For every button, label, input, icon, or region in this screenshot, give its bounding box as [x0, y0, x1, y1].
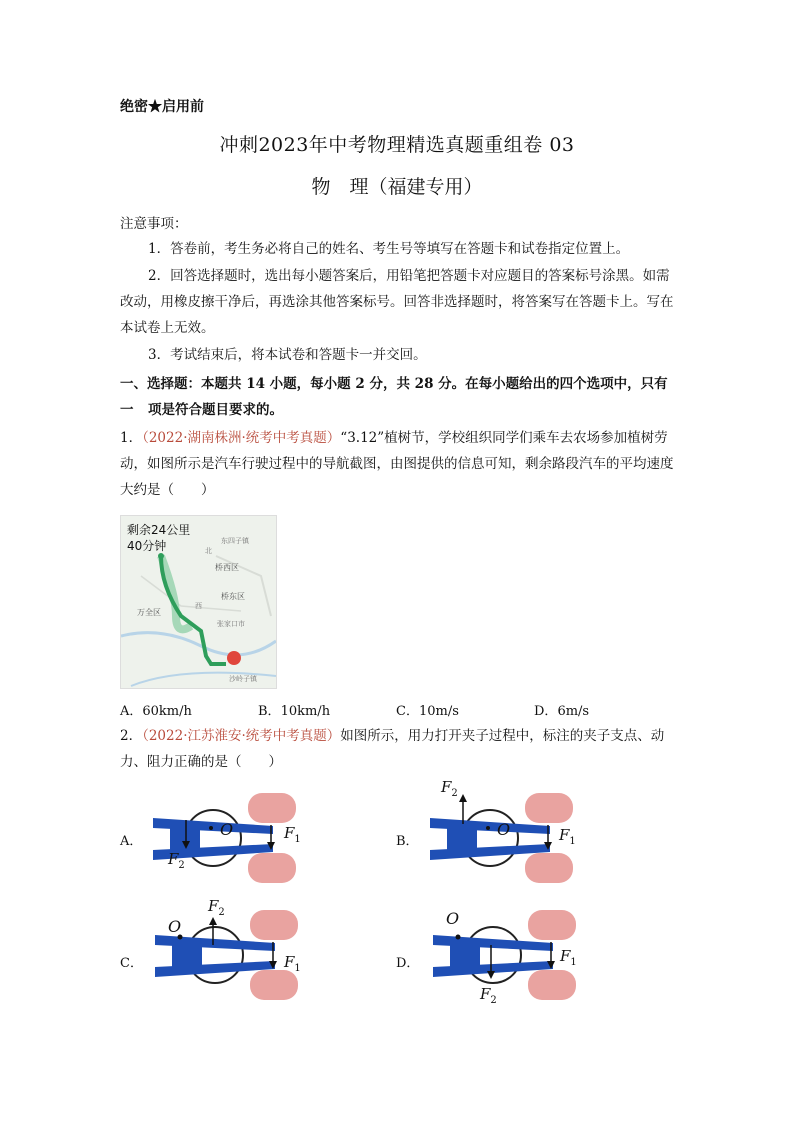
- force-symbol: F: [284, 824, 295, 842]
- pivot-label: O: [220, 820, 234, 839]
- q2-option-d-label[interactable]: D．: [396, 956, 420, 971]
- secret-label: 绝密★启用前: [120, 99, 204, 115]
- option-label: D．: [534, 704, 558, 719]
- force-symbol: F: [441, 778, 452, 796]
- map-place: 西: [195, 602, 202, 610]
- force-f2-label: [480, 985, 497, 1006]
- option-value: 6m/s: [557, 704, 590, 719]
- force-symbol: F: [284, 953, 295, 971]
- notes-heading: 注意事项：: [120, 216, 188, 232]
- exam-subtitle: 物 理（福建专用）: [311, 176, 483, 198]
- force-subscript: 1: [294, 963, 301, 974]
- force-f2-label: [441, 778, 458, 799]
- force-subscript: 2: [218, 907, 225, 918]
- force-f2-label: [208, 897, 225, 918]
- force-symbol: F: [168, 850, 179, 868]
- option-value: 10m/s: [418, 704, 459, 719]
- q2-option-b-figure: [425, 778, 576, 892]
- map-place: 沙岭子镇: [229, 675, 257, 683]
- force-f1-label: [560, 947, 577, 968]
- q1-option-b[interactable]: [258, 700, 330, 719]
- pivot-label: O: [497, 820, 511, 839]
- option-label: C．: [396, 704, 419, 719]
- option-label: B．: [258, 704, 281, 719]
- exam-title: 冲刺2023年中考物理精选真题重组卷 03: [219, 134, 575, 156]
- note-item: 2．回答选择题时，选出每小题答案后，用铅笔把答题卡对应题目的答案标号涂黑。如需改动，用橡皮擦干净后，再选涂其他答案标号。回答非选择题时，将答案写在答题卡上。写在本试卷上无效。: [120, 268, 674, 336]
- pivot-label: O: [168, 917, 182, 936]
- q2-option-c-figure: [150, 897, 301, 1009]
- force-f1-label: [284, 953, 301, 974]
- question-2: [120, 723, 680, 775]
- map-place: 桥东区: [221, 592, 245, 601]
- remaining-time: 40分钟: [127, 539, 167, 553]
- section-heading: 一、选择题：本题共 14 小题，每小题 2 分，共 28 分。在每小题给出的四个选项中，只有一: [120, 376, 668, 418]
- option-value: 60km/h: [142, 704, 192, 719]
- force-subscript: 2: [451, 788, 458, 799]
- destination-pin: [227, 651, 241, 665]
- q1-option-c[interactable]: [396, 700, 459, 719]
- force-symbol: F: [559, 826, 570, 844]
- question-1: [120, 425, 680, 503]
- force-f2-label: [168, 850, 185, 871]
- navigation-map: [120, 515, 277, 689]
- map-place: 万全区: [137, 608, 161, 617]
- force-subscript: 1: [570, 957, 577, 968]
- map-remaining-info: [127, 522, 190, 554]
- force-symbol: F: [208, 897, 219, 915]
- q1-option-d[interactable]: [534, 700, 589, 719]
- question-number: 2．: [120, 728, 143, 744]
- option-label: A．: [120, 704, 143, 719]
- question-number: 1．: [120, 430, 143, 446]
- option-value: 10km/h: [280, 704, 331, 719]
- note-item: 3．考试结束后，将本试卷和答题卡一并交回。: [148, 347, 427, 363]
- map-place: 桥西区: [215, 563, 239, 572]
- question-source: （2022·江苏淮安·统考中考真题）: [142, 728, 341, 744]
- map-place: 北: [205, 547, 212, 555]
- force-symbol: F: [480, 985, 491, 1003]
- q2-option-c-label[interactable]: C．: [120, 956, 143, 971]
- q2-option-a-label[interactable]: A．: [120, 834, 143, 849]
- q2-option-d-figure: [428, 905, 578, 1009]
- question-text: 如图所示，用力打开夹子过程中，标注的夹子支点、动力、阻力正确的是（ ）: [120, 728, 665, 770]
- map-place: 东四子镇: [221, 537, 249, 545]
- force-symbol: F: [560, 947, 571, 965]
- force-subscript: 2: [178, 860, 185, 871]
- note-item: 1．答卷前，考生务必将自己的姓名、考生号等填写在答题卡和试卷指定位置上。: [148, 241, 630, 257]
- question-text: “3.12”植树节，学校组织同学们乘车去农场参加植树劳动，如图所示是汽车行驶过程中的导航截图，由图提供的信息可知，剩余路段汽车的平均速度大约是（ ）: [120, 430, 674, 498]
- map-place: 张家口市: [217, 620, 245, 628]
- force-subscript: 1: [569, 836, 576, 847]
- force-f1-label: [284, 824, 301, 845]
- force-subscript: 2: [490, 995, 497, 1006]
- q2-option-b-label[interactable]: B．: [396, 834, 419, 849]
- remaining-distance: 剩余24公里: [127, 523, 191, 537]
- q1-option-a[interactable]: [120, 700, 192, 719]
- q2-option-a-figure: [148, 788, 301, 892]
- section-heading-cont: 项是符合题目要求的。: [148, 402, 283, 418]
- pivot-label: O: [446, 909, 460, 928]
- force-subscript: 1: [294, 834, 301, 845]
- question-source: （2022·湖南株洲·统考中考真题）: [142, 430, 341, 446]
- force-f1-label: [559, 826, 576, 847]
